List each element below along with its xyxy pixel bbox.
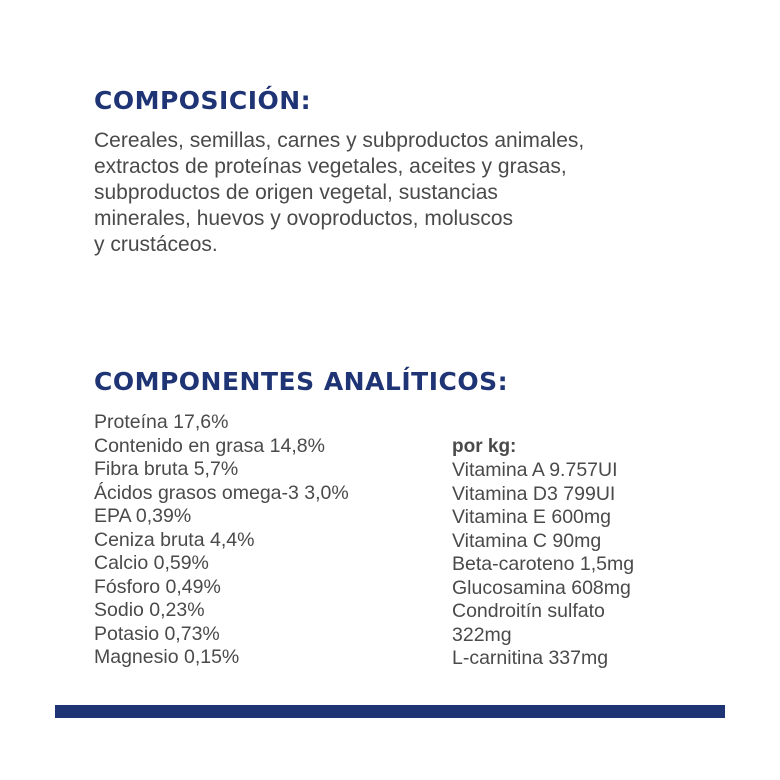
- component-item: Sodio 0,23%: [94, 599, 205, 621]
- bottom-divider-bar: [55, 705, 725, 718]
- component-item: Potasio 0,73%: [94, 622, 220, 645]
- composition-text: [94, 128, 734, 258]
- component-item: Fibra bruta 5,7%: [94, 458, 239, 480]
- component-item: Contenido en grasa 14,8%: [94, 434, 325, 457]
- composition-heading: COMPOSICIÓN:: [94, 86, 312, 115]
- additive-item: Glucosamina 608mg: [452, 576, 631, 599]
- composition-line: minerales, huevos y ovoproductos, moluscos: [94, 207, 514, 230]
- component-item: Magnesio 0,15%: [94, 646, 240, 668]
- additive-item: 322mg: [452, 623, 512, 646]
- component-item: Fósforo 0,49%: [94, 575, 221, 598]
- additive-item: Vitamina E 600mg: [452, 506, 611, 528]
- additive-item: Vitamina A 9.757UI: [452, 459, 618, 481]
- additive-item: Beta-caroteno 1,5mg: [452, 553, 635, 575]
- analytical-components-heading: COMPONENTES ANALÍTICOS:: [94, 367, 509, 396]
- additive-item: L-carnitina 337mg: [452, 647, 609, 669]
- analytical-components-list: [94, 411, 349, 670]
- composition-line: extractos de proteínas vegetales, aceites y grasas,: [94, 155, 567, 178]
- component-item: Ceniza bruta 4,4%: [94, 528, 255, 551]
- per-kg-label: por kg:: [452, 436, 517, 457]
- additives-list: [452, 459, 634, 671]
- additive-item: Vitamina C 90mg: [452, 529, 602, 552]
- additive-item: Vitamina D3 799UI: [452, 482, 616, 505]
- component-item: EPA 0,39%: [94, 505, 192, 527]
- composition-line: subproductos de origen vegetal, sustancias: [94, 181, 498, 204]
- component-item: Proteína 17,6%: [94, 411, 229, 433]
- composition-line: y crustáceos.: [94, 233, 218, 256]
- additive-item: Condroitín sulfato: [452, 600, 605, 622]
- component-item: Calcio 0,59%: [94, 552, 209, 574]
- component-item: Ácidos grasos omega-3 3,0%: [94, 481, 349, 504]
- composition-line: Cereales, semillas, carnes y subproductos animales,: [94, 129, 585, 152]
